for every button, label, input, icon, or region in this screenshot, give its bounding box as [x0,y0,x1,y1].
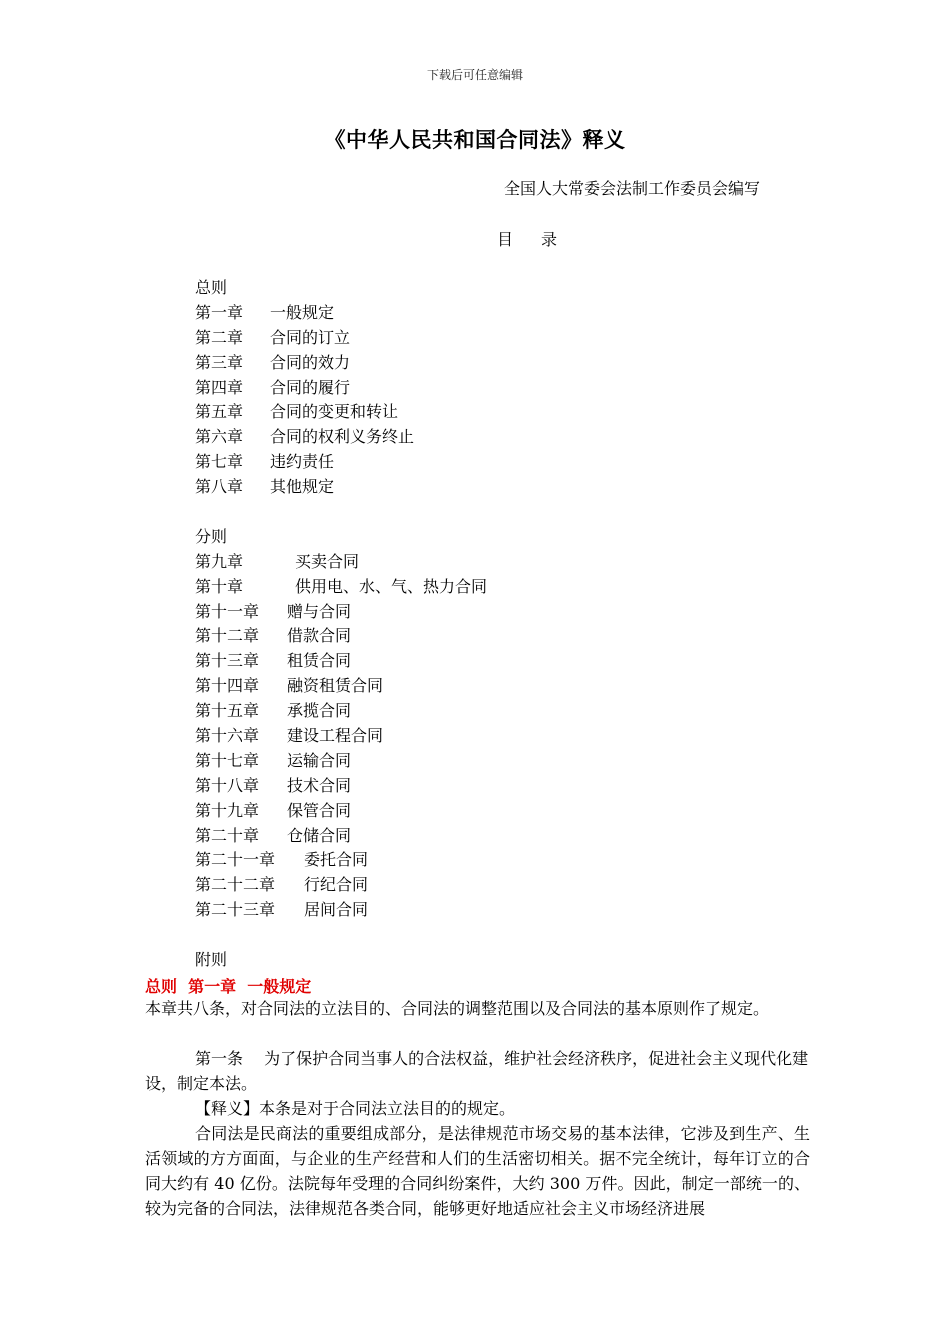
section-heading: 总则 第一章 一般规定 [145,977,312,996]
toc-chapter-title: 供用电、水、气、热力合同 [295,576,488,596]
toc-entry [195,799,487,824]
toc-chapter-num: 第八章 [195,477,244,497]
toc-entry [195,699,487,724]
toc-chapter-num: 第九章 [195,551,244,571]
toc-heading [497,227,557,250]
toc-entry [195,624,487,649]
toc-entry [195,550,487,575]
page-title: 《中华人民共和国合同法》释义 [324,127,626,152]
toc-chapter-title: 合同的履行 [270,377,351,397]
toc-entry [195,848,487,873]
toc-chapter-num: 第七章 [195,452,244,472]
chapter-intro: 本章共八条，对合同法的立法目的、合同法的调整范围以及合同法的基本原则作了规定。 [145,999,770,1018]
toc-entry [195,724,487,749]
toc-chapter-num: 第二十三章 [195,900,276,920]
toc-chapter-title: 买卖合同 [295,551,360,571]
toc-chapter-title: 融资租赁合同 [287,676,384,696]
toc-section-general: 总则 [195,278,228,297]
toc-chapter-num: 第十八章 [195,775,260,795]
toc-entry [195,326,487,351]
toc-chapter-title: 承揽合同 [287,701,352,721]
toc-chapter-title: 保管合同 [287,800,352,820]
toc-chapter-title: 居间合同 [304,900,369,920]
toc-chapter-title: 一般规定 [270,302,335,322]
toc-entry [195,824,487,849]
toc-chapter-num: 第十七章 [195,750,260,770]
toc-chapter-title: 合同的变更和转让 [270,402,399,422]
toc-chapter-title: 赠与合同 [287,601,352,621]
article-1: 第一条 为了保护合同当事人的合法权益，维护社会经济秩序，促进社会主义现代化建设，制定本法。 [145,1049,809,1093]
toc-spacer [195,923,487,948]
toc-entry [195,749,487,774]
toc-section-appendix: 附则 [195,950,228,970]
toc-entry [195,475,487,500]
interpretation: 【释义】本条是对于合同法立法目的的规定。 [195,1099,516,1118]
toc-chapter-title: 租赁合同 [287,651,352,671]
toc-entry [195,450,487,475]
toc-chapter-num: 第一章 [195,302,244,322]
toc-chapter-num: 第二章 [195,327,244,347]
toc-chapter-num: 第十章 [195,576,244,596]
toc-entry [195,376,487,401]
author-line: 全国人大常委会法制工作委员会编写 [504,179,761,198]
toc-chapter-num: 第十四章 [195,676,260,696]
toc-entry [195,898,487,923]
toc-spacer [195,500,487,525]
toc-chapter-title: 技术合同 [287,775,352,795]
toc-chapter-title: 其他规定 [270,477,335,497]
toc-chapter-num: 第十一章 [195,601,260,621]
toc-chapter-num: 第十二章 [195,626,260,646]
toc-chapter-num: 第五章 [195,402,244,422]
toc-chapter-title: 建设工程合同 [287,726,384,746]
toc-chapter-title: 行纪合同 [304,875,369,895]
table-of-contents [195,276,487,973]
toc-chapter-num: 第十九章 [195,800,260,820]
toc-chapter-num: 第六章 [195,427,244,447]
toc-chapter-title: 委托合同 [304,850,369,870]
toc-chapter-title: 运输合同 [287,750,352,770]
toc-chapter-title: 合同的订立 [270,327,351,347]
toc-chapter-num: 第十三章 [195,651,260,671]
toc-chapter-num: 第三章 [195,352,244,372]
toc-entry [195,649,487,674]
toc-chapter-num: 第二十一章 [195,850,276,870]
toc-entry [195,425,487,450]
body-paragraph: 合同法是民商法的重要组成部分，是法律规范市场交易的基本法律，它涉及到生产、生活领域的方方面面，与企业的生产经营和人们的生活密切相关。据不完全统计，每年订立的合同大约有 40 亿份。法院每年受理的合同纠纷案件，大约 300 万件。因此，制定一部统一的、较为完备的合同法，法律规范各类合同，能够更好地适应社会主义市场经济进展 [145,1124,810,1218]
toc-chapter-title: 违约责任 [270,452,335,472]
toc-entry [195,774,487,799]
toc-chapter-num: 第二十章 [195,825,260,845]
toc-heading-char-2: 录 [541,230,558,249]
toc-entry [195,351,487,376]
toc-entry [195,301,487,326]
toc-entry [195,600,487,625]
toc-entry [195,873,487,898]
toc-chapter-title: 合同的效力 [270,352,351,372]
toc-section-specific: 分则 [195,526,228,546]
toc-chapter-title: 仓储合同 [287,825,352,845]
toc-chapter-num: 第十五章 [195,701,260,721]
toc-chapter-title: 合同的权利义务终止 [270,427,415,447]
toc-chapter-num: 第十六章 [195,726,260,746]
toc-entry [195,674,487,699]
toc-chapter-title: 借款合同 [287,626,352,646]
toc-chapter-num: 第二十二章 [195,875,276,895]
toc-entry [195,400,487,425]
header-note: 下载后可任意编辑 [426,68,523,82]
toc-chapter-num: 第四章 [195,377,244,397]
toc-entry [195,575,487,600]
toc-heading-char-1: 目 [497,230,514,249]
